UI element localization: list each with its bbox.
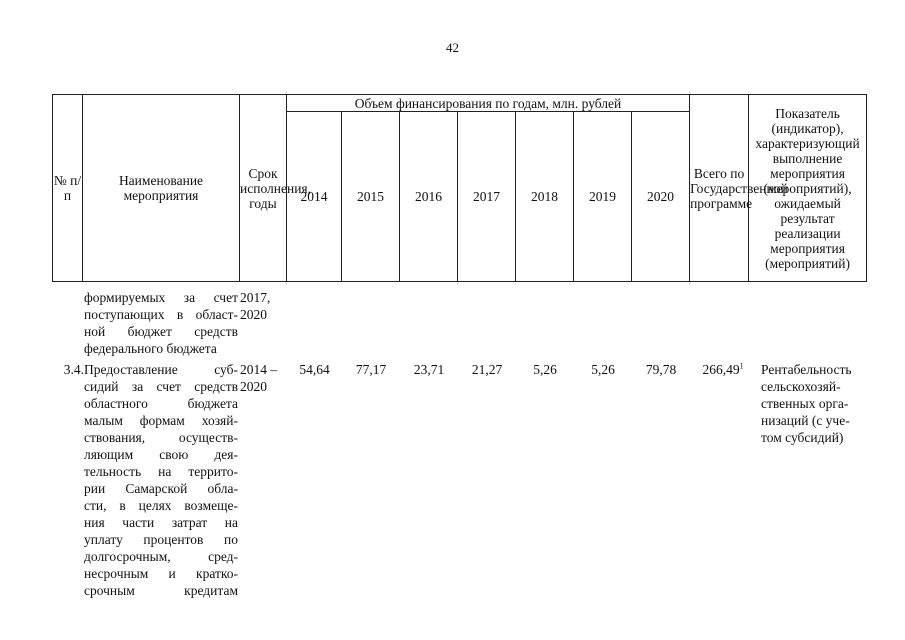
row-indicator — [761, 361, 869, 446]
header-indicator: Показатель (индикатор), характеризующий выполнение мероприятия (мероприятий), ожидаемый результат реализации мероприятия (мероприятий) — [749, 95, 867, 282]
cont-term — [240, 289, 286, 323]
header-year: 2018 — [516, 112, 574, 282]
row-value: 5,26 — [533, 362, 557, 377]
row-value: 54,64 — [299, 362, 330, 377]
cont-name — [84, 289, 238, 357]
row-indicator-line: Рентабельность — [761, 362, 852, 377]
cont-name-line: поступающих в област- — [84, 307, 238, 322]
row-total-footnote: 1 — [739, 361, 744, 371]
row-name-line: областного бюджета — [84, 396, 238, 411]
row-number: 3.4. — [63, 362, 84, 377]
header-total: Всего по Государственной программе — [690, 95, 749, 282]
header-year: 2019 — [574, 112, 632, 282]
row-name — [84, 361, 238, 599]
header-year: 2017 — [458, 112, 516, 282]
row-value: 79,78 — [645, 362, 677, 377]
row-name-line: ствования, осуществ- — [84, 430, 238, 445]
header-year: 2020 — [632, 112, 690, 282]
row-name-line: уплату процентов по — [84, 532, 238, 547]
header-term: Срок исполнения, годы — [240, 95, 287, 282]
row-value: 77,17 — [355, 362, 387, 377]
cont-term-line: 2020 — [240, 307, 267, 322]
row-name-line: несрочным и кратко- — [84, 566, 238, 581]
table-header — [52, 94, 867, 282]
row-name-line: малым формам хозяй- — [84, 413, 238, 428]
row-value: 21,27 — [471, 362, 503, 377]
header-number: № п/п — [53, 95, 83, 282]
row-name-line: тельность на террито- — [84, 464, 238, 479]
cont-term-line: 2017, — [240, 290, 271, 305]
cont-name-line: формируемых за счет — [84, 290, 238, 305]
row-term-line: 2014 – — [240, 362, 278, 377]
row-name-line: ляющим свою дея- — [84, 447, 238, 462]
row-term — [240, 361, 286, 395]
row-name-line: Предоставление суб- — [84, 362, 238, 377]
header-year: 2014 — [287, 112, 342, 282]
row-indicator-line: низаций (с уче- — [761, 413, 850, 428]
header-year: 2016 — [400, 112, 458, 282]
row-name-line: срочным кредитам — [84, 583, 238, 598]
header-financing: Объем финансирования по годам, млн. рублей — [287, 95, 690, 112]
row-indicator-line: том субсидий) — [761, 430, 844, 445]
row-total-value: 266,49 — [702, 362, 740, 377]
row-total — [690, 361, 756, 378]
row-indicator-line: сельскохозяй- — [761, 379, 841, 394]
row-name-line: долгосрочным, сред- — [84, 549, 238, 564]
cont-name-line: ной бюджет средств — [84, 324, 238, 339]
row-name-line: сидий за счет средств — [84, 379, 238, 394]
row-name-line: сти, в целях возмеще- — [84, 498, 238, 513]
row-term-line: 2020 — [240, 379, 267, 394]
header-year: 2015 — [342, 112, 400, 282]
cont-name-line: федерального бюджета — [84, 341, 217, 356]
page-number: 42 — [446, 40, 459, 55]
row-value: 5,26 — [591, 362, 615, 377]
header-name: Наименование мероприятия — [83, 95, 240, 282]
row-name-line: рии Самарской обла- — [84, 481, 238, 496]
row-name-line: ния части затрат на — [84, 515, 238, 530]
row-value: 23,71 — [413, 362, 445, 377]
row-indicator-line: ственных орга- — [761, 396, 849, 411]
